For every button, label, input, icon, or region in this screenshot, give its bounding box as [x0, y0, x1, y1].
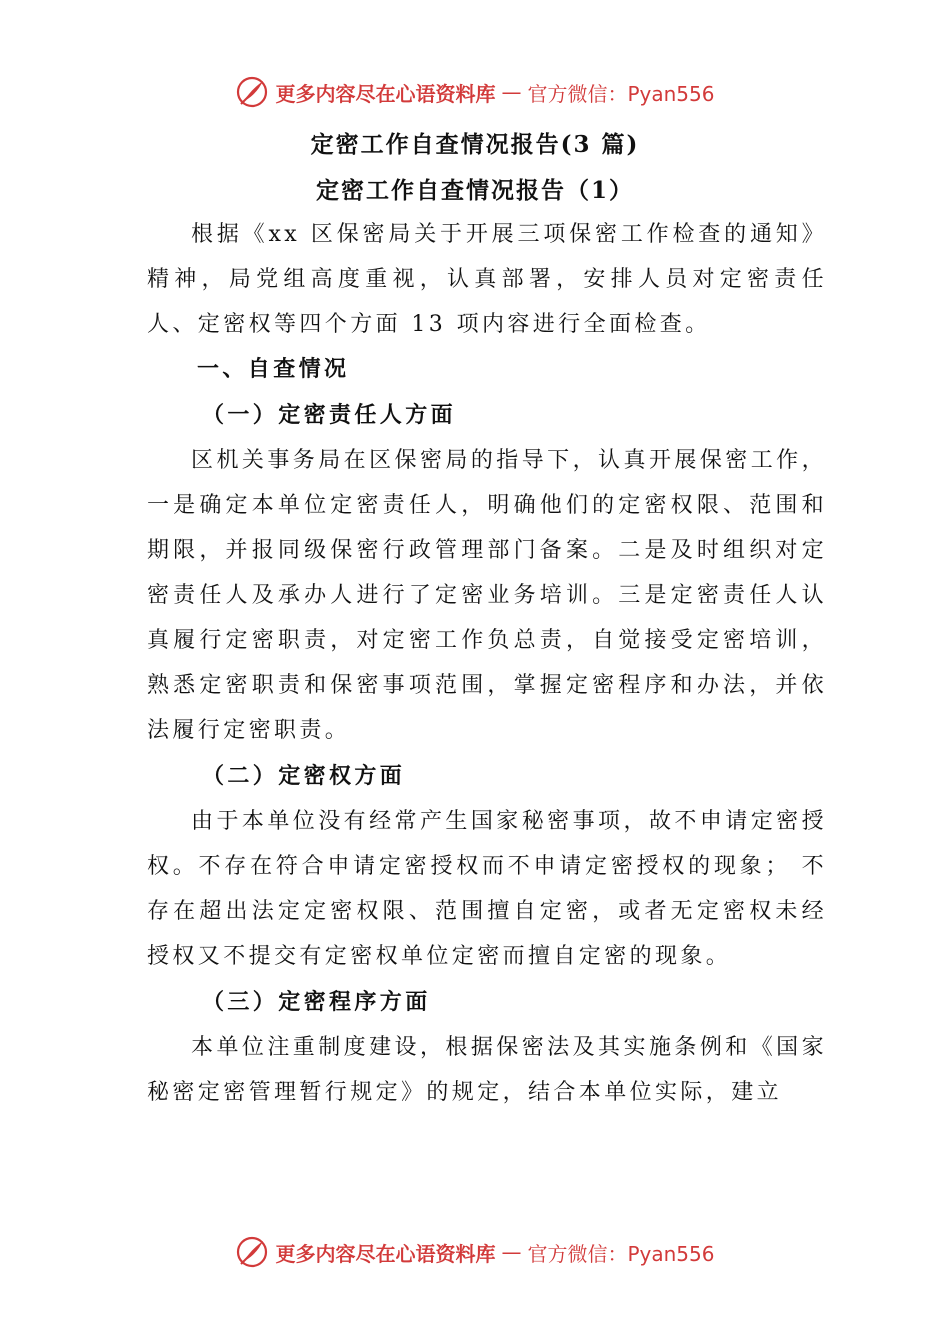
header-banner: [0, 70, 950, 114]
section-heading: 一、自查情况: [197, 356, 350, 382]
feather-circle-logo-icon: [235, 1235, 269, 1269]
subsection-heading-2: （二）定密权方面: [202, 763, 406, 789]
intro-paragraph: 根据《xx 区保密局关于开展三项保密工作检查的通知》精神，局党组高度重视，认真部署，安排人员对定密责任人、定密权等四个方面 13 项内容进行全面检查。: [147, 222, 827, 337]
subsection-heading-1: （一）定密责任人方面: [202, 402, 457, 428]
banner-separator: —: [501, 1240, 522, 1264]
banner-wechat: 官方微信：Pyan556: [527, 81, 715, 106]
subsection-heading-3: （三）定密程序方面: [202, 989, 431, 1015]
banner-brand: 更多内容尽在心语资料库: [275, 1241, 496, 1266]
banner-brand: 更多内容尽在心语资料库: [275, 81, 496, 106]
document-body: [147, 212, 827, 1115]
document-subtitle: 定密工作自查情况报告（1）: [315, 177, 634, 204]
footer-banner: [0, 1230, 950, 1274]
banner-wechat: 官方微信：Pyan556: [527, 1241, 715, 1266]
paragraph-3: 本单位注重制度建设，根据保密法及其实施条例和《国家秘密定密管理暂行规定》的规定，结合本单位实际，建立: [147, 1035, 827, 1105]
banner-separator: —: [501, 80, 522, 104]
feather-circle-logo-icon: [235, 75, 269, 109]
paragraph-2: 由于本单位没有经常产生国家秘密事项，故不申请定密授权。不存在符合申请定密授权而不申请定密授权的现象； 不存在超出法定定密权限、范围擅自定密，或者无定密权未经授权又不提交有定密权单位定密而擅自定密的现象。: [147, 809, 827, 969]
document-title: 定密工作自查情况报告(3 篇): [310, 131, 640, 158]
paragraph-1: 区机关事务局在区保密局的指导下，认真开展保密工作，一是确定本单位定密责任人，明确他们的定密权限、范围和期限，并报同级保密行政管理部门备案。二是及时组织对定密责任人及承办人进行了定密业务培训。三是定密责任人认真履行定密职责，对定密工作负总责，自觉接受定密培训， 熟悉定密职责和保密事项范围，掌握定密程序和办法，并依 法履行定密职责。: [147, 448, 827, 743]
